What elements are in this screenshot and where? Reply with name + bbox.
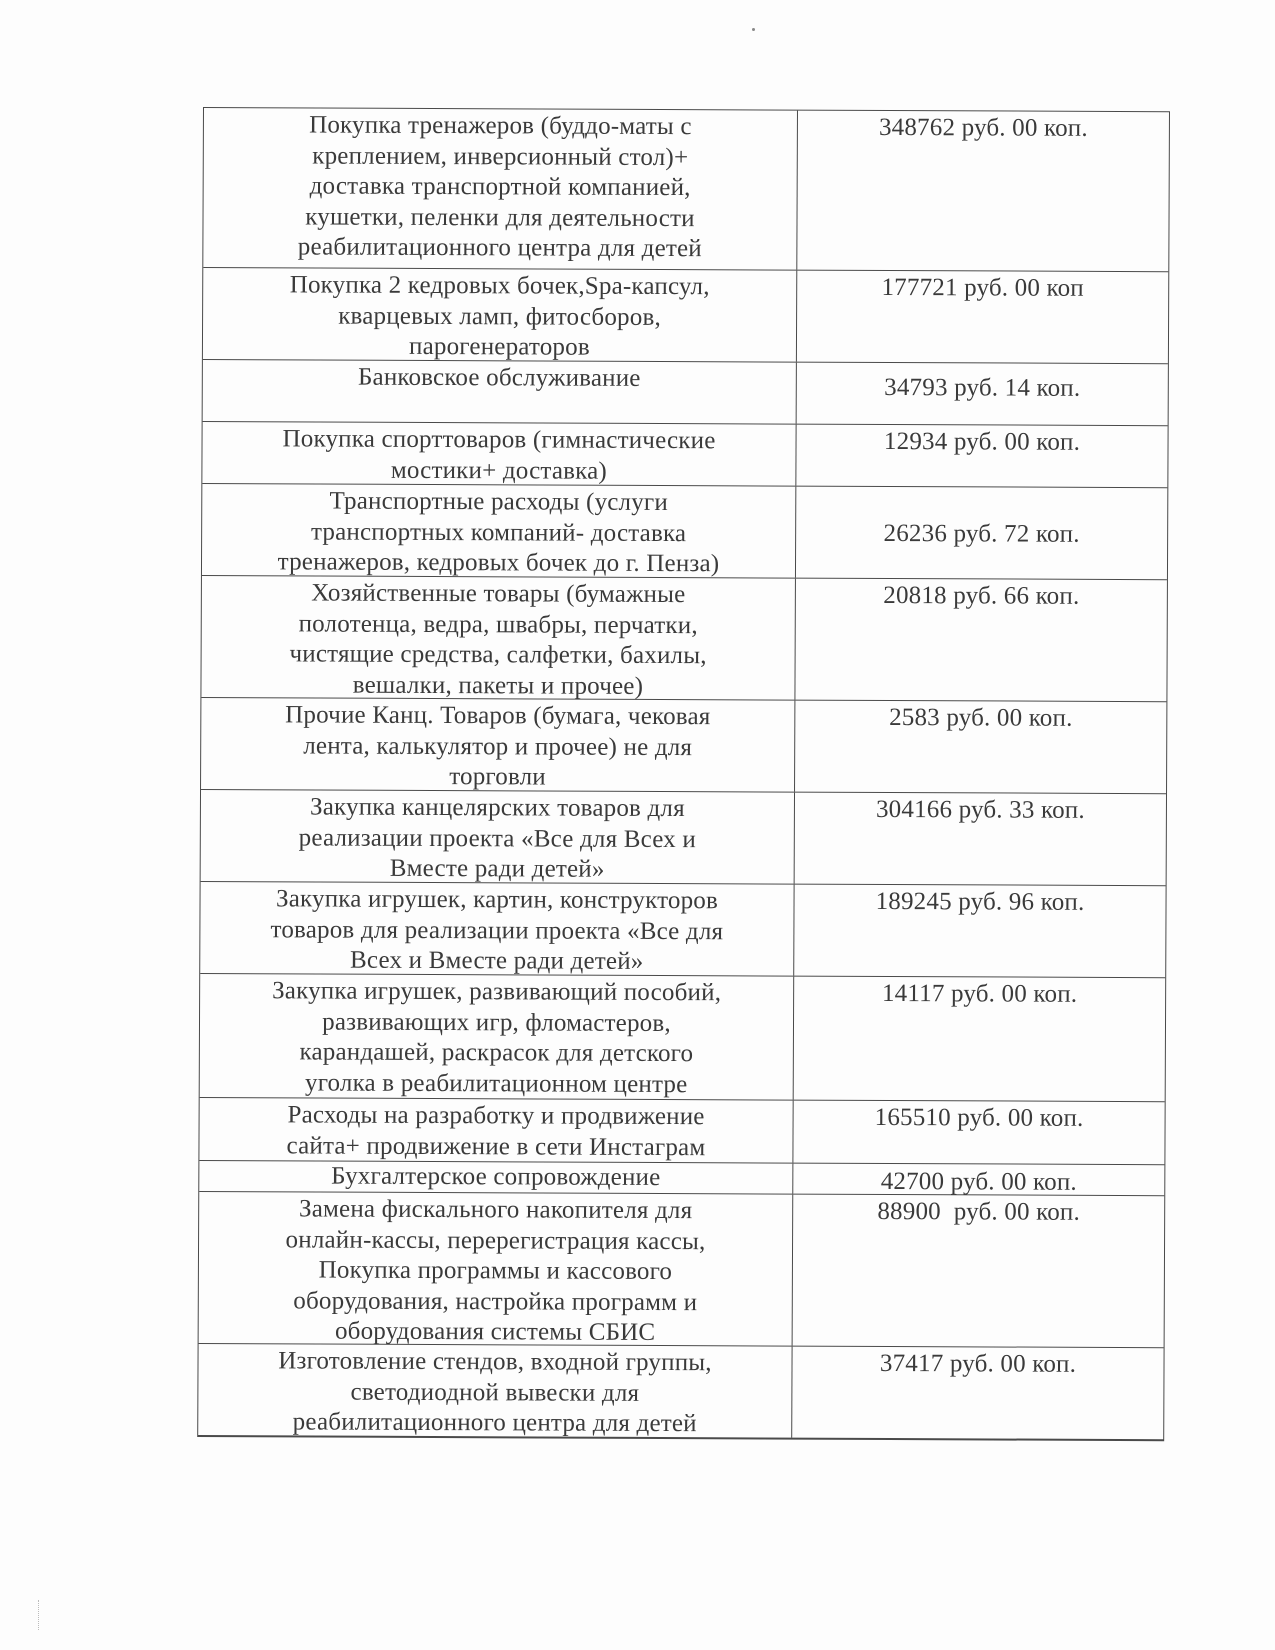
- expense-description: Закупка канцелярских товаров для реализации проекта «Все для Всех и Вместе ради детей»: [201, 790, 795, 884]
- expense-description: Хозяйственные товары (бумажные полотенца, ведра, швабры, перчатки, чистящие средства, салфетки, бахилы, вешалки, пакеты и прочее): [201, 576, 796, 700]
- table-row: [201, 697, 1166, 793]
- expense-description: Расходы на разработку и продвижение сайта+ продвижение в сети Инстаграм: [199, 1098, 793, 1163]
- expense-description: Бухгалтерское сопровождение: [199, 1161, 793, 1194]
- expense-amount: 14117 руб. 00 коп.: [881, 979, 1078, 1008]
- expense-amount: 34793 руб. 14 коп.: [884, 373, 1081, 402]
- expense-table: [197, 107, 1170, 1441]
- expense-amount: 42700 руб. 00 коп.: [880, 1167, 1077, 1196]
- expense-description: Прочие Канц. Товаров (бумага, чековая лента, калькулятор и прочее) не для торговли: [201, 698, 795, 792]
- expense-description: Банковское обслуживание: [203, 360, 797, 424]
- table-row: [201, 789, 1166, 885]
- table-row: [203, 108, 1169, 271]
- expense-amount: 12934 руб. 00 коп.: [883, 427, 1081, 456]
- table-row: [200, 973, 1166, 1101]
- expense-description: Покупка тренажеров (буддо-маты с креплением, инверсионный стол)+ доставка транспортной компанией, кушетки, пеленки для деятельности реабилитационного центра для детей: [203, 108, 798, 270]
- expense-description: Покупка спорттоваров (гимнастические мостики+ доставка): [202, 422, 796, 486]
- table-row: [202, 483, 1167, 579]
- expense-description: Покупка 2 кедровых бочек,Spa-капсул, кварцевых ламп, фитосборов, парогенераторов: [203, 268, 797, 362]
- table-row: [203, 359, 1168, 425]
- expense-description: Транспортные расходы (услуги транспортных компаний- доставка тренажеров, кедровых бочек до г. Пенза): [202, 484, 796, 578]
- expense-description: Закупка игрушек, картин, конструкторов товаров для реализации проекта «Все для Всех и Вместе ради детей»: [200, 882, 794, 976]
- table-row: [200, 881, 1165, 977]
- expense-amount: 165510 руб. 00 коп.: [874, 1103, 1084, 1132]
- table-row: [199, 1160, 1164, 1195]
- expense-amount: 177721 руб. 00 коп: [881, 273, 1084, 302]
- expense-amount: 20818 руб. 66 коп.: [883, 581, 1080, 610]
- table-row: [203, 267, 1168, 363]
- expense-description: Замена фискального накопителя для онлайн-кассы, перерегистрация кассы, Покупка программы и кассового оборудования, настройка программ и оборудования системы СБИС: [199, 1192, 794, 1346]
- table-row: [198, 1343, 1163, 1439]
- scan-artifact: [38, 1600, 57, 1630]
- table-row: [199, 1097, 1164, 1164]
- expense-amount: 189245 руб. 96 коп.: [875, 887, 1085, 916]
- expense-amount: 26236 руб. 72 коп.: [883, 519, 1080, 548]
- expense-amount: 348762 руб. 00 коп.: [878, 113, 1088, 142]
- table-row: [201, 575, 1167, 701]
- expense-description: Изготовление стендов, входной группы, светодиодной вывески для реабилитационного центра для детей: [198, 1344, 792, 1438]
- expense-amount: 2583 руб. 00 коп.: [889, 703, 1073, 732]
- expense-amount: 304166 руб. 33 коп.: [875, 795, 1085, 824]
- expense-amount: 37417 руб. 00 коп.: [879, 1349, 1077, 1378]
- scan-speck: [752, 28, 755, 31]
- table-row: [199, 1191, 1165, 1347]
- table-row: [202, 421, 1167, 487]
- expense-amount: 88900 руб. 00 коп.: [877, 1197, 1081, 1226]
- expense-description: Закупка игрушек, развивающий пособий, развивающих игр, фломастеров, карандашей, раскрасок для детского уголка в реабилитационном центре: [200, 974, 795, 1100]
